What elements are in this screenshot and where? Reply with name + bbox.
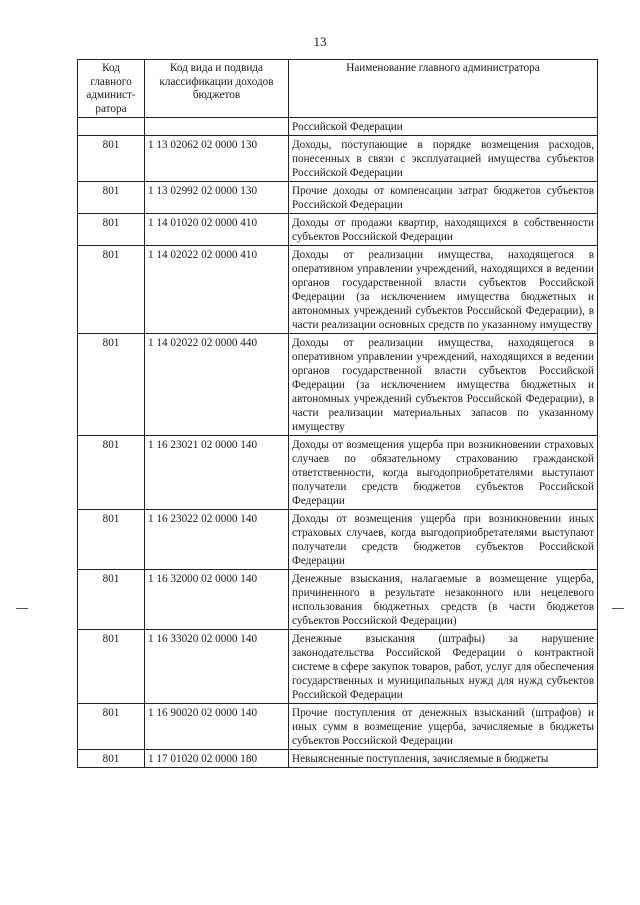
table-row <box>78 182 598 214</box>
table-row <box>78 334 598 436</box>
header-income-code: Код вида и подвида классификации доходов бюджетов <box>145 60 289 118</box>
table-row <box>78 510 598 570</box>
table-row <box>78 570 598 630</box>
income-code-cell: 1 16 23022 02 0000 140 <box>145 510 289 570</box>
table-row <box>78 214 598 246</box>
income-code-cell: 1 13 02062 02 0000 130 <box>145 136 289 182</box>
income-code-cell: 1 16 32000 02 0000 140 <box>145 570 289 630</box>
admin-name-cell: Прочие доходы от компенсации затрат бюджетов субъектов Российской Федерации <box>289 182 598 214</box>
table-row <box>78 750 598 768</box>
table-row <box>78 704 598 750</box>
income-code-cell: 1 16 90020 02 0000 140 <box>145 704 289 750</box>
admin-code-cell: 801 <box>78 436 145 510</box>
admin-code-cell: 801 <box>78 182 145 214</box>
admin-code-cell: 801 <box>78 136 145 182</box>
admin-code-cell: 801 <box>78 630 145 704</box>
header-admin-name: Наименование главного администратора <box>289 60 598 118</box>
table-body <box>78 118 598 768</box>
admin-code-cell: 801 <box>78 246 145 334</box>
table-header <box>78 60 598 118</box>
continuation-code-cell <box>145 118 289 136</box>
admin-name-cell: Денежные взыскания, налагаемые в возмещение ущерба, причиненного в результате незаконного или нецелевого использования бюджетных средств (в части бюджетов субъектов Российской Федерации) <box>289 570 598 630</box>
admin-code-cell: 801 <box>78 750 145 768</box>
admin-name-cell: Доходы от возмещения ущерба при возникновении страховых случаев по обязательному страхованию гражданской ответственности, когда выгодоприобретателями выступают получатели средств бюджетов субъектов Российской Федерации <box>289 436 598 510</box>
admin-code-cell: 801 <box>78 570 145 630</box>
admin-code-cell: 801 <box>78 334 145 436</box>
admin-code-cell: 801 <box>78 704 145 750</box>
admin-name-cell: Доходы от реализации имущества, находящегося в оперативном управлении учреждений, находящихся в ведении органов государственной власти субъектов Российской Федерации (за исключением имущества бюджетных и автономных учреждений субъектов Российской Федерации), в части реализации основных средств по указанному имуществу <box>289 246 598 334</box>
margin-mark-left <box>16 608 28 609</box>
income-code-cell: 1 14 01020 02 0000 410 <box>145 214 289 246</box>
admin-name-cell: Невыясненные поступления, зачисляемые в бюджеты <box>289 750 598 768</box>
admin-name-cell: Доходы от возмещения ущерба при возникновении иных страховых случаев, когда выгодоприобретателями выступают получатели средств бюджетов субъектов Российской Федерации <box>289 510 598 570</box>
admin-code-cell: 801 <box>78 510 145 570</box>
header-admin-code: Код главного админист- ратора <box>78 60 145 118</box>
income-code-cell: 1 17 01020 02 0000 180 <box>145 750 289 768</box>
admin-name-cell: Доходы от реализации имущества, находящегося в оперативном управлении учреждений, находящихся в ведении органов государственной власти субъектов Российской Федерации (за исключением имущества бюджетных и автономных учреждений субъектов Российской Федерации), в части реализации материальных запасов по указанному имуществу <box>289 334 598 436</box>
page-number: 13 <box>313 34 327 49</box>
table-row <box>78 246 598 334</box>
income-code-cell: 1 16 23021 02 0000 140 <box>145 436 289 510</box>
continuation-name-cell: Российской Федерации <box>289 118 598 136</box>
income-code-cell: 1 16 33020 02 0000 140 <box>145 630 289 704</box>
admin-name-cell: Прочие поступления от денежных взысканий (штрафов) и иных сумм в возмещение ущерба, зачисляемые в бюджеты субъектов Российской Федерации <box>289 704 598 750</box>
continuation-admin-cell <box>78 118 145 136</box>
admin-name-cell: Денежные взыскания (штрафы) за нарушение законодательства Российской Федерации о контрактной системе в сфере закупок товаров, работ, услуг для обеспечения государственных и муниципальных нужд для нужд субъектов Российской Федерации <box>289 630 598 704</box>
header-row <box>78 60 598 118</box>
admin-code-cell: 801 <box>78 214 145 246</box>
income-code-cell: 1 13 02992 02 0000 130 <box>145 182 289 214</box>
table-row <box>78 136 598 182</box>
revenue-classification-table <box>77 59 598 768</box>
margin-mark-right <box>612 608 624 609</box>
income-code-cell: 1 14 02022 02 0000 440 <box>145 334 289 436</box>
continuation-row <box>78 118 598 136</box>
admin-name-cell: Доходы, поступающие в порядке возмещения расходов, понесенных в связи с эксплуатацией имущества субъектов Российской Федерации <box>289 136 598 182</box>
income-code-cell: 1 14 02022 02 0000 410 <box>145 246 289 334</box>
admin-name-cell: Доходы от продажи квартир, находящихся в собственности субъектов Российской Федерации <box>289 214 598 246</box>
table-row <box>78 436 598 510</box>
table-row <box>78 630 598 704</box>
